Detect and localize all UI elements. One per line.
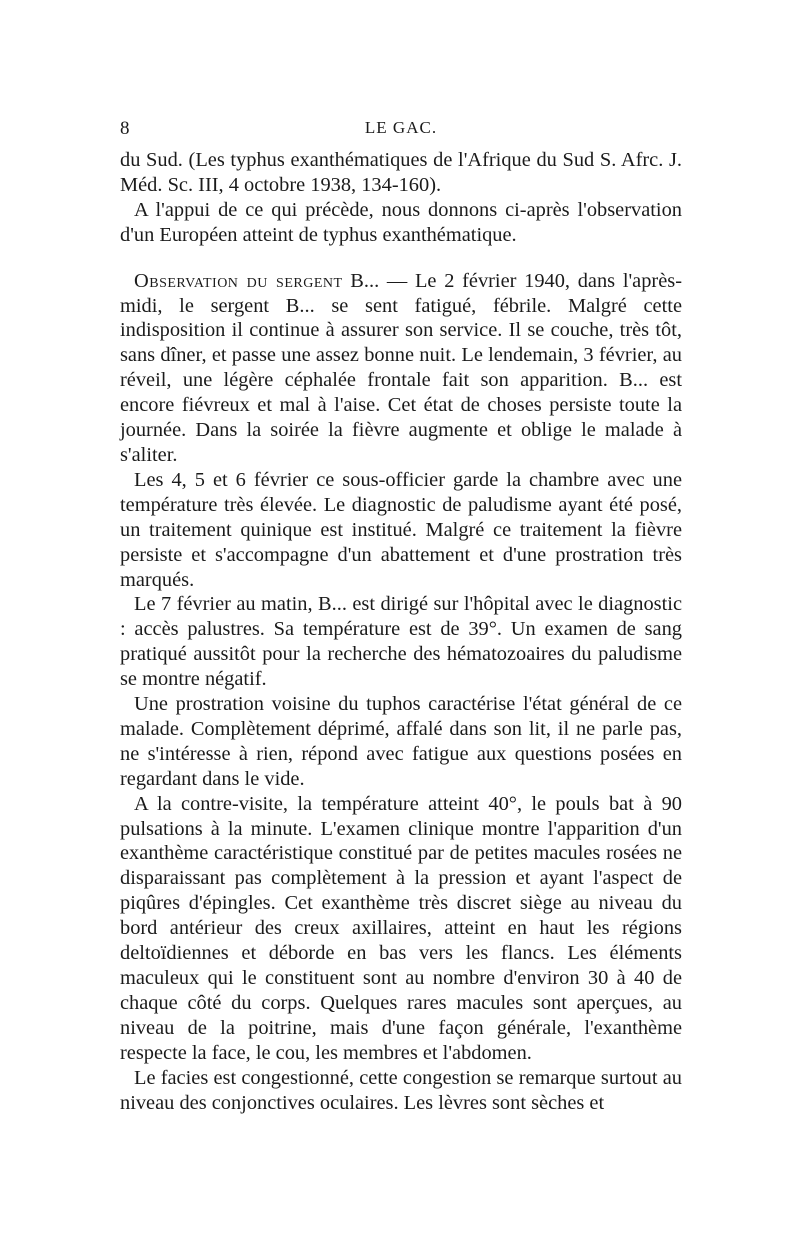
paragraph-observation	[120, 269, 682, 468]
page-header	[120, 118, 682, 142]
paragraph-contre-visite: A la contre-visite, la température atteint 40°, le pouls bat à 90 pulsations à la minute. L'examen clinique montre l'apparition d'un exanthème caractéristique constitué par de petites macules rosées ne disparaissant pas complètement à la pression et ayant l'aspect de piqûres d'épingles. Cet exanthème très discret siège au niveau du bord antérieur des creux axillaires, atteint en haut les régions deltoïdiennes et déborde en bas vers les flancs. Les éléments maculeux qui le constituent sont au nombre d'environ 30 à 40 de chaque côté du corps. Quelques rares macules sont aperçues, au niveau de la poitrine, mais d'une façon générale, l'exanthème respecte la face, le cou, les membres et l'abdomen.	[120, 792, 682, 1064]
paragraph-prostration: Une prostration voisine du tuphos caractérise l'état général de ce malade. Complètement déprimé, affalé dans son lit, il ne parle pas, ne s'intéresse à rien, répond avec fatigue aux questions posées en regardant dans le vide.	[120, 693, 682, 790]
running-head: LE GAC.	[364, 118, 438, 137]
paragraph-facies: Le facies est congestionné, cette congestion se remarque surtout au niveau des conjonctives oculaires. Les lèvres sont sèches et	[120, 1066, 682, 1114]
paragraph-citation-end: du Sud. (Les typhus exanthématiques de l'Afrique du Sud S. Afrc. J. Méd. Sc. III, 4 octobre 1938, 134-160).	[120, 149, 682, 196]
paragraph-february-7: Le 7 février au matin, B... est dirigé sur l'hôpital avec le diagnostic : accès palustres. Sa température est de 39°. Un examen de sang pratiqué aussitôt pour la recherche des hématozoaires du paludisme se montre négatif.	[120, 593, 682, 691]
observation-text: B... — Le 2 février 1940, dans l'après-midi, le sergent B... se sent fatigué, fébrile. Malgré cette indisposition il continue à assurer son service. Il se couche, très tôt, sans dîner, et passe une assez bonne nuit. Le lendemain, 3 février, au réveil, une légère céphalée frontale fait son apparition. B... est encore fiévreux et mal à l'aise. Cet état de choses persiste toute la journée. Dans la soirée la fièvre augmente et oblige le malade à s'aliter.	[120, 269, 682, 466]
paragraph-february-4-6: Les 4, 5 et 6 février ce sous-officier garde la chambre avec une température très élevée. Le diagnostic de paludisme ayant été posé, un traitement quinique est institué. Malgré ce traitement la fièvre persiste et s'accompagne d'un abattement et d'une prostration très marqués.	[120, 468, 682, 591]
page-body	[120, 148, 682, 1115]
observation-heading: Observation du sergent	[134, 269, 343, 292]
paragraph-introduction: A l'appui de ce qui précède, nous donnons ci-après l'observation d'un Européen atteint de typhus exanthématique.	[120, 198, 682, 246]
page-number: 8	[120, 118, 130, 139]
